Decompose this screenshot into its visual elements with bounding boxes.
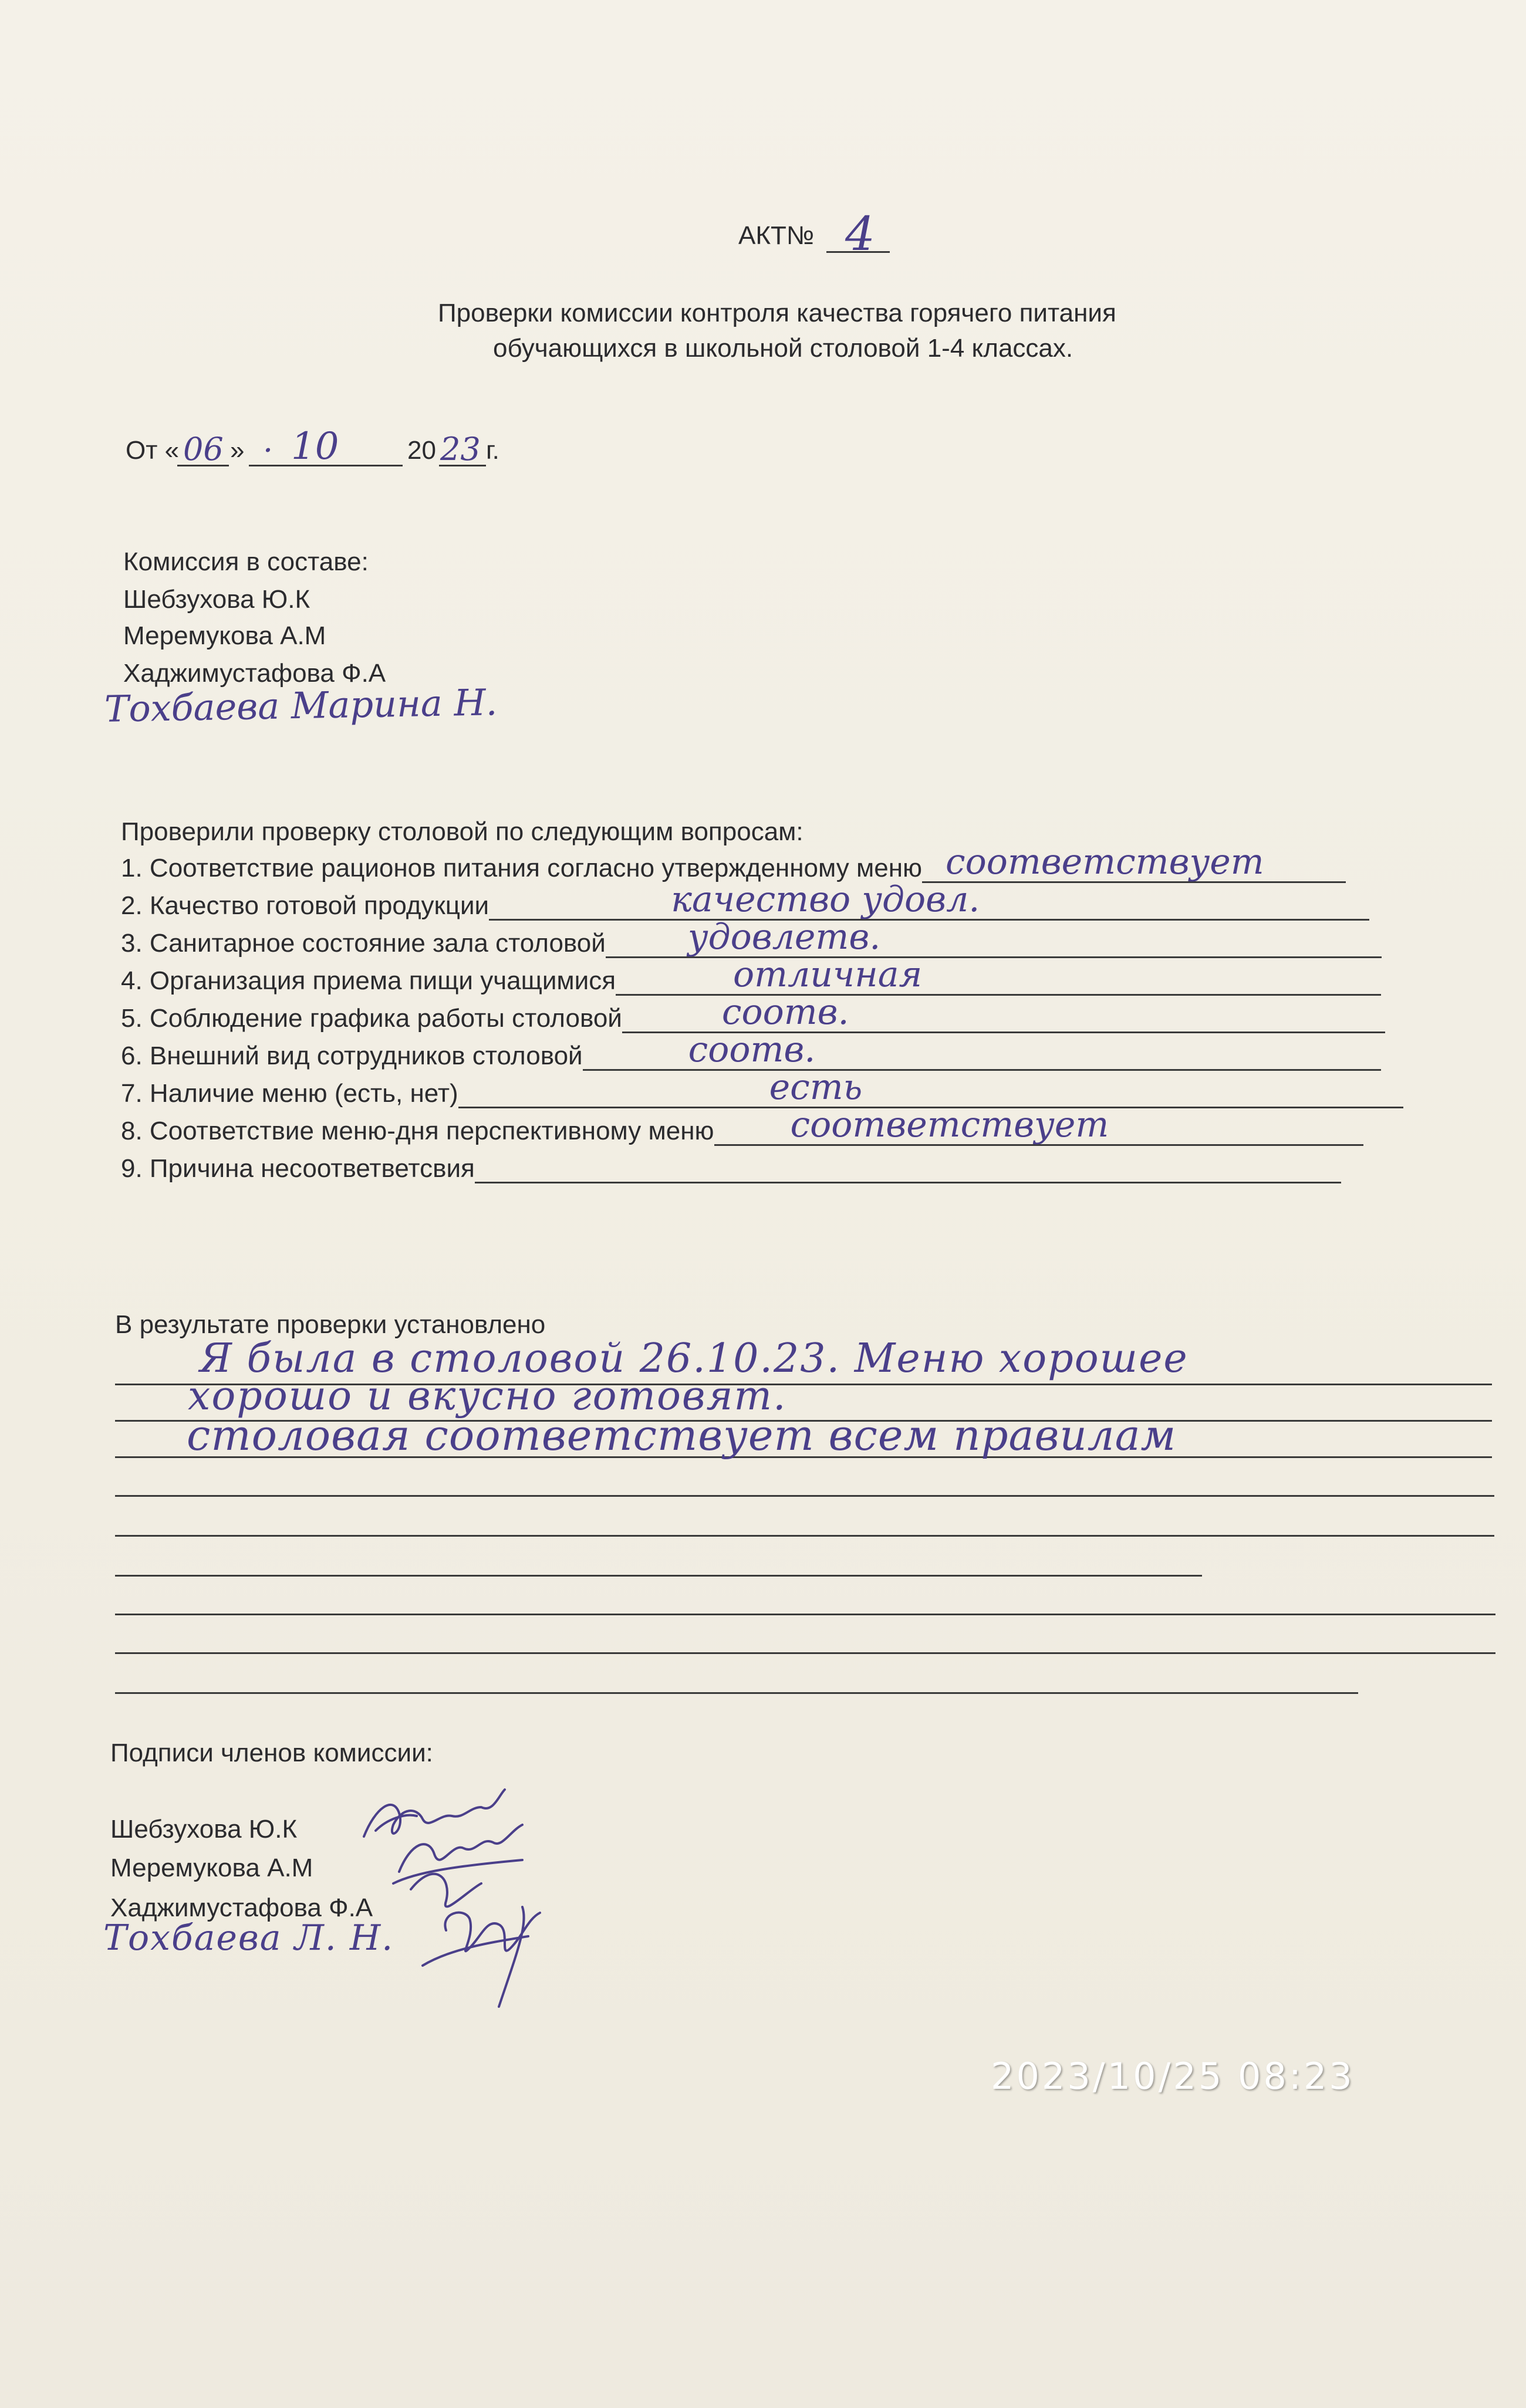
checklist-item-label: 2. Качество готовой продукции: [121, 891, 489, 920]
act-number: 4: [845, 207, 875, 261]
checklist-item-7: [121, 1067, 1403, 1108]
checklist-heading: Проверили проверку столовой по следующим вопросам:: [121, 817, 803, 846]
checklist-item-label: 5. Соблюдение графика работы столовой: [121, 1004, 622, 1033]
result-line: [115, 1614, 1495, 1615]
result-line: [115, 1652, 1495, 1654]
signature-3-scribble: [423, 1907, 540, 2007]
checklist-item-8: [121, 1104, 1363, 1146]
checklist-answer-field: [489, 879, 1369, 921]
act-title: [738, 221, 814, 252]
checklist-item-9: [121, 1152, 1341, 1183]
commission-heading: Комиссия в составе:: [123, 547, 369, 576]
result-line: [115, 1575, 1202, 1577]
checklist-item-6: [121, 1029, 1381, 1071]
checklist-answer-field: [475, 1152, 1341, 1183]
date-year-prefix: 20: [407, 436, 436, 465]
date-dot: ·: [263, 432, 274, 469]
signature-member-handwritten: Тохбаева Л. Н.: [103, 1917, 394, 1959]
checklist-item-label: 7. Наличие меню (есть, нет): [121, 1079, 458, 1108]
date-month: 10: [291, 425, 339, 468]
result-line: [115, 1692, 1358, 1694]
date-year: 23: [440, 431, 481, 468]
commission-member-1: Шебзухова Ю.К: [123, 585, 310, 614]
signature-2-scribble: [393, 1825, 522, 1906]
checklist-item-answer: соотв.: [721, 992, 849, 1033]
checklist-item-answer: качество удовл.: [671, 879, 980, 920]
checklist-item-answer: соотв.: [688, 1029, 816, 1070]
date-day: 06: [183, 431, 224, 468]
signatures-heading: Подписи членов комиссии:: [110, 1739, 433, 1767]
checklist-item-answer: соответствует: [946, 841, 1264, 882]
subtitle-line-1: Проверки комиссии контроля качества горячего питания: [438, 299, 1116, 327]
checklist-item-answer: соответствует: [790, 1104, 1109, 1145]
checklist-item-label: 1. Соответствие рационов питания согласно утвержденному меню: [121, 854, 922, 882]
checklist-item-label: 8. Соответствие меню-дня перспективному меню: [121, 1117, 714, 1145]
checklist-item-label: 3. Санитарное состояние зала столовой: [121, 929, 606, 958]
result-handwritten-line-1: Я была в столовой 26.10.23. Меню хорошее: [200, 1335, 1189, 1382]
result-heading: В результате проверки установлено: [115, 1310, 546, 1339]
date-prefix: От «: [126, 436, 180, 465]
commission-member-2: Меремукова А.М: [123, 621, 326, 650]
result-handwritten-line-2: хорошо и вкусно готовят.: [188, 1373, 787, 1419]
signature-scribbles: [352, 1772, 563, 2018]
result-line: [115, 1495, 1494, 1497]
commission-member-handwritten: Тохбаева Марина Н.: [104, 681, 498, 730]
checklist-item-answer: есть: [769, 1067, 863, 1108]
signature-1-scribble: [364, 1790, 505, 1837]
checklist-item-label: 4. Организация приема пищи учащимися: [121, 966, 616, 995]
checklist-answer-field: [714, 1104, 1363, 1146]
subtitle-line-2: обучающихся в школьной столовой 1-4 классах.: [493, 334, 1073, 363]
commission-member-3: Хаджимустафова Ф.А: [123, 659, 386, 688]
result-line: [115, 1535, 1494, 1537]
checklist-answer-field: [583, 1029, 1381, 1071]
photo-timestamp: 2023/10/25 08:23: [991, 2055, 1355, 2098]
checklist-item-label: 9. Причина несоответветсвия: [121, 1154, 475, 1183]
signature-member-2: Меремукова А.М: [110, 1854, 313, 1882]
signature-member-3: Хаджимустафова Ф.А: [110, 1893, 373, 1922]
checklist-item-answer: отличная: [733, 954, 923, 995]
act-label: АКТ№: [738, 221, 815, 250]
signature-member-1: Шебзухова Ю.К: [110, 1815, 298, 1844]
checklist-answer-field: [606, 916, 1382, 958]
checklist-item-answer: удовлетв.: [687, 916, 881, 958]
date-suffix: г.: [486, 436, 499, 465]
result-handwritten-line-3: столовая соответствует всем правилам: [187, 1411, 1177, 1460]
date-close-quote: »: [230, 436, 245, 465]
checklist-answer-field: [922, 841, 1346, 883]
checklist-item-label: 6. Внешний вид сотрудников столовой: [121, 1041, 583, 1070]
